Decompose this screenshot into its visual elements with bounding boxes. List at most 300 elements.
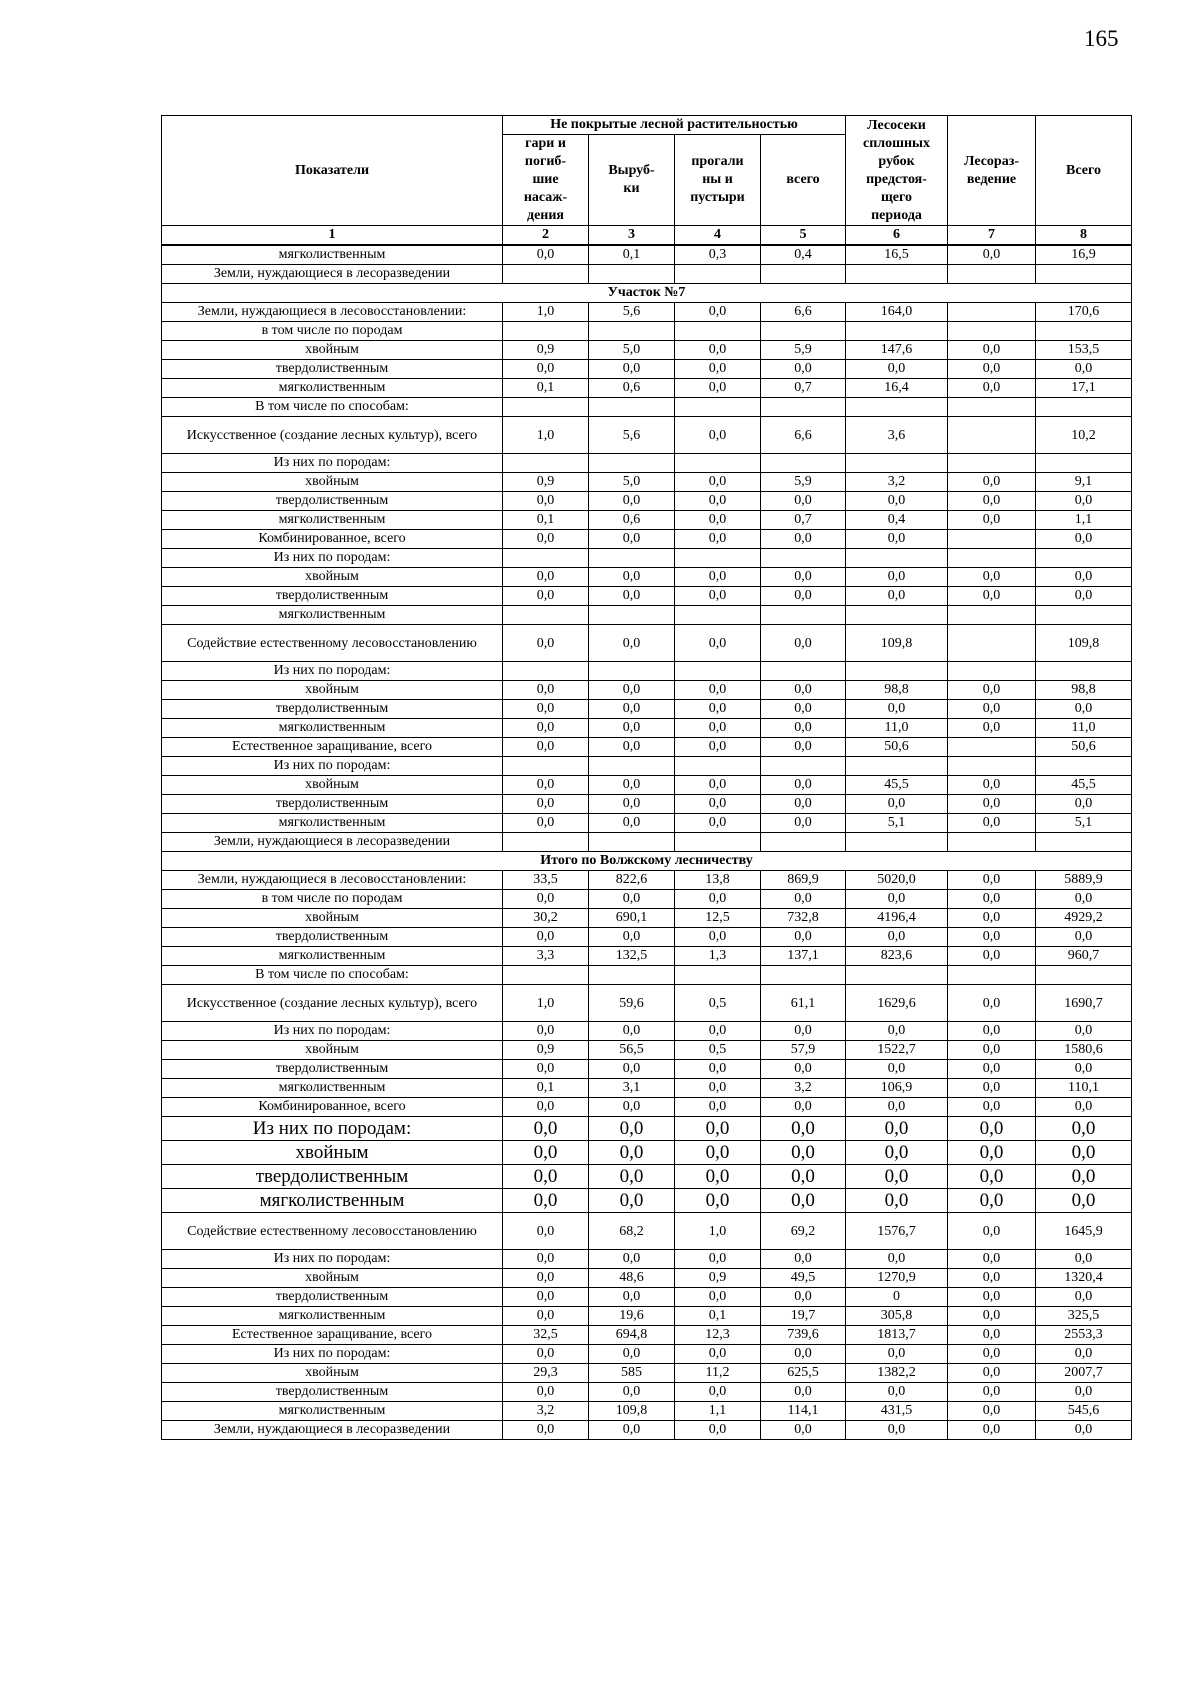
cell-burned: 0,0 [503,890,589,909]
cell-grand-total: 325,5 [1036,1307,1132,1326]
cell-glades: 0,0 [675,1345,761,1364]
cell-cuttings: 48,6 [589,1269,675,1288]
cell-cuttings: 0,1 [589,245,675,265]
cell-afforestation: 0,0 [948,587,1036,606]
cell-clearcut [846,833,948,852]
cell-total-uncovered [761,833,846,852]
cell-cuttings [589,322,675,341]
cell-cuttings: 0,0 [589,1189,675,1213]
cell-burned [503,606,589,625]
cell-glades: 0,0 [675,681,761,700]
cell-cuttings: 0,6 [589,511,675,530]
cell-cuttings: 0,0 [589,1117,675,1141]
cell-afforestation: 0,0 [948,719,1036,738]
cell-total-uncovered [761,662,846,681]
cell-afforestation: 0,0 [948,360,1036,379]
cell-grand-total: 1580,6 [1036,1041,1132,1060]
cell-total-uncovered: 0,4 [761,245,846,265]
cell-grand-total: 5889,9 [1036,871,1132,890]
table-row [162,985,1132,1022]
cell-cuttings: 3,1 [589,1079,675,1098]
row-label: хвойным [162,1269,503,1288]
cell-clearcut: 0,0 [846,1250,948,1269]
cell-clearcut [846,662,948,681]
cell-glades [675,322,761,341]
cell-afforestation [948,454,1036,473]
cell-total-uncovered: 0,0 [761,492,846,511]
row-label: в том числе по породам [162,890,503,909]
cell-clearcut [846,322,948,341]
cell-clearcut [846,757,948,776]
table-row [162,379,1132,398]
table-row [162,814,1132,833]
cell-afforestation: 0,0 [948,700,1036,719]
cell-grand-total: 960,7 [1036,947,1132,966]
cell-burned: 0,0 [503,587,589,606]
column-number: 2 [503,226,589,246]
cell-afforestation: 0,0 [948,1345,1036,1364]
cell-burned: 0,0 [503,1421,589,1440]
cell-cuttings: 0,0 [589,1060,675,1079]
cell-afforestation: 0,0 [948,1288,1036,1307]
cell-grand-total: 0,0 [1036,492,1132,511]
table-row [162,511,1132,530]
table-row [162,1250,1132,1269]
cell-cuttings: 0,0 [589,738,675,757]
cell-glades [675,454,761,473]
cell-burned: 0,9 [503,1041,589,1060]
row-label: твердолиственным [162,1288,503,1307]
cell-grand-total: 16,9 [1036,245,1132,265]
cell-total-uncovered: 0,0 [761,1060,846,1079]
row-label: хвойным [162,776,503,795]
cell-total-uncovered: 0,0 [761,890,846,909]
cell-clearcut: 431,5 [846,1402,948,1421]
cell-burned: 0,0 [503,1383,589,1402]
cell-clearcut: 0,0 [846,890,948,909]
cell-grand-total: 1,1 [1036,511,1132,530]
row-label: Комбинированное, всего [162,530,503,549]
cell-glades: 0,0 [675,1060,761,1079]
cell-grand-total: 4929,2 [1036,909,1132,928]
cell-grand-total: 98,8 [1036,681,1132,700]
cell-total-uncovered: 49,5 [761,1269,846,1288]
cell-afforestation: 0,0 [948,1041,1036,1060]
cell-clearcut: 164,0 [846,303,948,322]
row-label: Из них по породам: [162,1345,503,1364]
cell-clearcut: 0 [846,1288,948,1307]
cell-glades: 13,8 [675,871,761,890]
cell-clearcut: 0,0 [846,795,948,814]
cell-afforestation: 0,0 [948,871,1036,890]
cell-cuttings [589,265,675,284]
cell-glades: 0,3 [675,245,761,265]
cell-cuttings: 0,0 [589,719,675,738]
cell-afforestation: 0,0 [948,1402,1036,1421]
cell-glades: 0,0 [675,1189,761,1213]
cell-afforestation: 0,0 [948,1269,1036,1288]
cell-total-uncovered: 625,5 [761,1364,846,1383]
cell-cuttings [589,662,675,681]
cell-afforestation [948,417,1036,454]
row-label: хвойным [162,341,503,360]
cell-glades: 0,0 [675,568,761,587]
row-label: Земли, нуждающиеся в лесовосстановлении: [162,303,503,322]
cell-grand-total: 0,0 [1036,568,1132,587]
cell-clearcut: 0,0 [846,1022,948,1041]
cell-grand-total: 2553,3 [1036,1326,1132,1345]
cell-total-uncovered: 0,0 [761,681,846,700]
cell-afforestation [948,606,1036,625]
cell-burned: 3,2 [503,1402,589,1421]
row-label: мягколиственным [162,379,503,398]
cell-burned: 0,0 [503,700,589,719]
cell-burned [503,833,589,852]
header-total-uncovered: всего [761,135,846,226]
cell-clearcut: 0,0 [846,360,948,379]
cell-burned: 0,0 [503,1022,589,1041]
table-row [162,1269,1132,1288]
cell-grand-total: 153,5 [1036,341,1132,360]
table-row [162,492,1132,511]
cell-grand-total: 10,2 [1036,417,1132,454]
row-label: твердолиственным [162,1165,503,1189]
cell-burned [503,966,589,985]
cell-total-uncovered: 19,7 [761,1307,846,1326]
table-row [162,245,1132,265]
cell-cuttings: 68,2 [589,1213,675,1250]
cell-grand-total: 109,8 [1036,625,1132,662]
cell-cuttings: 822,6 [589,871,675,890]
cell-cuttings: 0,0 [589,1250,675,1269]
row-label: Земли, нуждающиеся в лесовосстановлении: [162,871,503,890]
row-label: твердолиственным [162,360,503,379]
cell-cuttings: 5,0 [589,473,675,492]
cell-glades: 0,0 [675,1288,761,1307]
row-label: В том числе по способам: [162,966,503,985]
cell-total-uncovered: 0,0 [761,568,846,587]
row-label: твердолиственным [162,587,503,606]
cell-burned: 0,0 [503,928,589,947]
cell-total-uncovered: 3,2 [761,1079,846,1098]
row-label: Содействие естественному лесовосстановлению [162,1213,503,1250]
cell-clearcut [846,265,948,284]
table-row [162,322,1132,341]
table-row [162,549,1132,568]
table-row [162,738,1132,757]
cell-clearcut: 0,0 [846,1117,948,1141]
row-label: Земли, нуждающиеся в лесоразведении [162,833,503,852]
cell-glades: 12,3 [675,1326,761,1345]
cell-total-uncovered: 137,1 [761,947,846,966]
cell-afforestation [948,625,1036,662]
cell-burned: 3,3 [503,947,589,966]
cell-cuttings: 0,0 [589,1165,675,1189]
row-label: мягколиственным [162,814,503,833]
cell-glades: 0,0 [675,625,761,662]
cell-cuttings: 0,0 [589,568,675,587]
table-row [162,1345,1132,1364]
cell-grand-total: 0,0 [1036,1141,1132,1165]
cell-clearcut: 0,0 [846,700,948,719]
cell-cuttings [589,549,675,568]
cell-burned: 0,0 [503,814,589,833]
table-row [162,1383,1132,1402]
cell-glades: 0,0 [675,587,761,606]
cell-burned: 0,0 [503,1141,589,1165]
cell-glades: 12,5 [675,909,761,928]
header-afforestation: Лесораз- ведение [948,116,1036,226]
cell-total-uncovered: 5,9 [761,341,846,360]
cell-afforestation: 0,0 [948,681,1036,700]
cell-grand-total [1036,322,1132,341]
cell-glades [675,662,761,681]
cell-burned: 0,9 [503,473,589,492]
cell-clearcut: 4196,4 [846,909,948,928]
table-row [162,947,1132,966]
cell-afforestation [948,738,1036,757]
cell-total-uncovered [761,322,846,341]
table-row [162,303,1132,322]
table-row [162,928,1132,947]
cell-glades: 0,0 [675,492,761,511]
row-label: В том числе по способам: [162,398,503,417]
row-label: Естественное заращивание, всего [162,738,503,757]
cell-glades: 11,2 [675,1364,761,1383]
cell-clearcut: 823,6 [846,947,948,966]
cell-glades [675,265,761,284]
cell-glades: 1,0 [675,1213,761,1250]
cell-grand-total: 0,0 [1036,530,1132,549]
row-label: хвойным [162,909,503,928]
cell-total-uncovered: 5,9 [761,473,846,492]
table-row [162,625,1132,662]
cell-total-uncovered: 0,0 [761,1421,846,1440]
cell-clearcut: 5,1 [846,814,948,833]
cell-cuttings: 0,0 [589,814,675,833]
cell-grand-total: 11,0 [1036,719,1132,738]
cell-cuttings: 0,0 [589,1098,675,1117]
table-row [162,1060,1132,1079]
section-row [162,852,1132,871]
cell-grand-total [1036,833,1132,852]
table-row [162,568,1132,587]
cell-grand-total: 50,6 [1036,738,1132,757]
table-row [162,1141,1132,1165]
cell-total-uncovered: 0,0 [761,738,846,757]
cell-clearcut: 0,0 [846,1383,948,1402]
cell-afforestation: 0,0 [948,1250,1036,1269]
cell-afforestation: 0,0 [948,1383,1036,1402]
column-number: 1 [162,226,503,246]
cell-total-uncovered [761,265,846,284]
cell-burned: 0,0 [503,1250,589,1269]
cell-afforestation: 0,0 [948,814,1036,833]
row-label: Из них по породам: [162,1022,503,1041]
cell-burned: 0,0 [503,738,589,757]
table-row [162,606,1132,625]
cell-burned: 0,0 [503,492,589,511]
cell-cuttings: 0,0 [589,492,675,511]
cell-cuttings: 0,0 [589,795,675,814]
row-label: Из них по породам: [162,454,503,473]
table-body [162,245,1132,1440]
cell-cuttings: 5,0 [589,341,675,360]
cell-glades: 0,0 [675,814,761,833]
cell-cuttings: 0,0 [589,700,675,719]
cell-clearcut: 0,0 [846,587,948,606]
cell-grand-total: 0,0 [1036,890,1132,909]
cell-glades: 0,0 [675,1141,761,1165]
cell-grand-total: 0,0 [1036,1117,1132,1141]
cell-burned: 0,0 [503,530,589,549]
cell-cuttings: 694,8 [589,1326,675,1345]
cell-glades: 0,0 [675,1250,761,1269]
cell-grand-total: 0,0 [1036,1060,1132,1079]
cell-afforestation: 0,0 [948,1117,1036,1141]
cell-total-uncovered: 0,0 [761,625,846,662]
cell-cuttings [589,454,675,473]
cell-total-uncovered: 6,6 [761,303,846,322]
cell-afforestation: 0,0 [948,473,1036,492]
row-label: твердолиственным [162,928,503,947]
cell-clearcut: 3,6 [846,417,948,454]
cell-afforestation: 0,0 [948,1213,1036,1250]
cell-glades: 0,0 [675,1421,761,1440]
cell-glades: 0,0 [675,1165,761,1189]
cell-afforestation: 0,0 [948,1165,1036,1189]
cell-grand-total [1036,662,1132,681]
cell-afforestation: 0,0 [948,568,1036,587]
cell-cuttings: 59,6 [589,985,675,1022]
cell-clearcut: 109,8 [846,625,948,662]
cell-cuttings: 0,0 [589,776,675,795]
column-number: 7 [948,226,1036,246]
table-row [162,1402,1132,1421]
cell-clearcut: 0,0 [846,1189,948,1213]
cell-cuttings: 0,0 [589,530,675,549]
cell-cuttings [589,966,675,985]
cell-grand-total: 170,6 [1036,303,1132,322]
cell-grand-total: 0,0 [1036,1383,1132,1402]
cell-grand-total [1036,606,1132,625]
cell-afforestation: 0,0 [948,341,1036,360]
cell-burned: 32,5 [503,1326,589,1345]
cell-burned: 0,0 [503,1288,589,1307]
cell-clearcut: 106,9 [846,1079,948,1098]
header-cuttings: Выруб- ки [589,135,675,226]
cell-clearcut: 0,0 [846,1345,948,1364]
table-row [162,265,1132,284]
cell-glades: 0,0 [675,719,761,738]
cell-glades: 0,9 [675,1269,761,1288]
cell-total-uncovered: 0,7 [761,379,846,398]
row-label: хвойным [162,1041,503,1060]
row-label: Содействие естественному лесовосстановлению [162,625,503,662]
cell-clearcut: 16,5 [846,245,948,265]
cell-afforestation: 0,0 [948,1060,1036,1079]
cell-clearcut: 50,6 [846,738,948,757]
cell-afforestation [948,662,1036,681]
cell-cuttings: 0,0 [589,625,675,662]
row-label: хвойным [162,681,503,700]
cell-burned: 0,1 [503,1079,589,1098]
row-label: твердолиственным [162,795,503,814]
forest-data-table [161,115,1132,1440]
cell-total-uncovered: 0,0 [761,795,846,814]
cell-afforestation [948,322,1036,341]
header-uncovered-group: Не покрытые лесной растительностью [503,116,846,135]
table-row [162,1041,1132,1060]
cell-afforestation: 0,0 [948,511,1036,530]
cell-afforestation: 0,0 [948,1364,1036,1383]
cell-glades: 0,0 [675,417,761,454]
table-row [162,1165,1132,1189]
cell-glades [675,549,761,568]
table-row [162,1189,1132,1213]
cell-grand-total: 2007,7 [1036,1364,1132,1383]
cell-burned [503,662,589,681]
row-label: хвойным [162,568,503,587]
cell-cuttings: 0,0 [589,1141,675,1165]
cell-glades: 0,0 [675,511,761,530]
section-title: Участок №7 [162,284,1132,303]
cell-total-uncovered: 0,0 [761,814,846,833]
table-row [162,795,1132,814]
cell-glades [675,757,761,776]
cell-clearcut: 0,0 [846,1141,948,1165]
cell-burned: 0,0 [503,1269,589,1288]
cell-grand-total [1036,549,1132,568]
cell-glades: 0,5 [675,985,761,1022]
cell-total-uncovered [761,757,846,776]
cell-clearcut: 0,0 [846,568,948,587]
cell-cuttings: 0,0 [589,1288,675,1307]
cell-total-uncovered: 732,8 [761,909,846,928]
cell-cuttings: 19,6 [589,1307,675,1326]
cell-burned: 1,0 [503,303,589,322]
cell-glades: 0,0 [675,1098,761,1117]
cell-total-uncovered: 0,0 [761,360,846,379]
cell-afforestation [948,757,1036,776]
table-row [162,1421,1132,1440]
cell-total-uncovered: 114,1 [761,1402,846,1421]
cell-afforestation [948,966,1036,985]
cell-burned: 1,0 [503,417,589,454]
row-label: мягколиственным [162,1079,503,1098]
cell-glades: 0,0 [675,928,761,947]
cell-glades: 0,0 [675,1117,761,1141]
cell-total-uncovered [761,606,846,625]
cell-clearcut: 5020,0 [846,871,948,890]
cell-total-uncovered: 0,0 [761,1022,846,1041]
row-label: хвойным [162,1364,503,1383]
row-label: мягколиственным [162,606,503,625]
cell-grand-total: 17,1 [1036,379,1132,398]
cell-cuttings: 5,6 [589,417,675,454]
cell-total-uncovered [761,966,846,985]
cell-afforestation [948,303,1036,322]
row-label: Из них по породам: [162,757,503,776]
cell-burned: 0,0 [503,795,589,814]
cell-glades: 0,0 [675,341,761,360]
cell-afforestation: 0,0 [948,379,1036,398]
cell-total-uncovered: 0,0 [761,1383,846,1402]
cell-cuttings: 0,0 [589,1421,675,1440]
cell-clearcut [846,454,948,473]
table-row [162,398,1132,417]
table-row [162,1098,1132,1117]
